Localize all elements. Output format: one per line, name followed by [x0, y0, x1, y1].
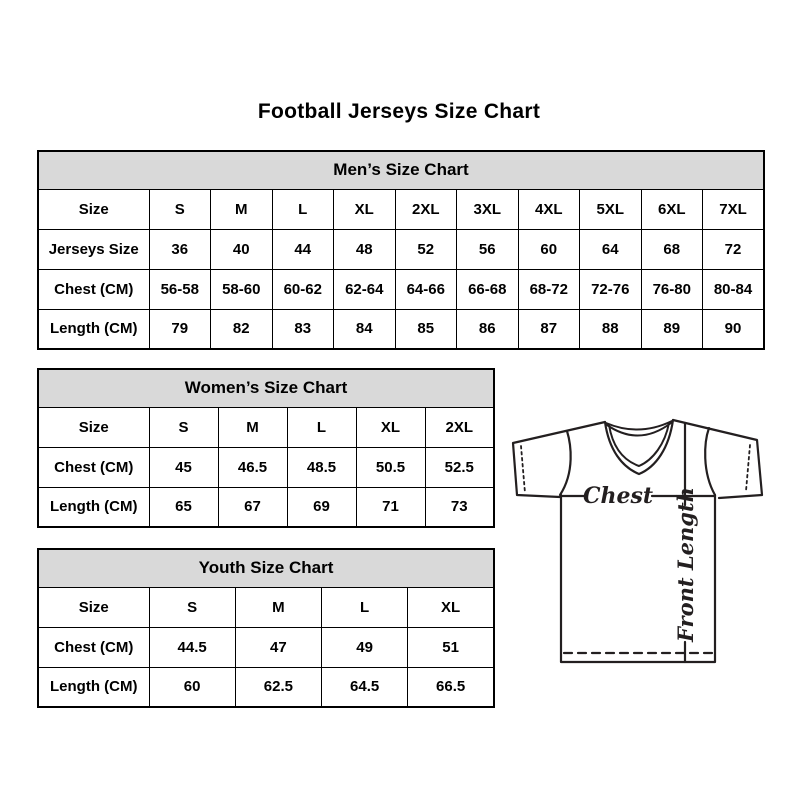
jersey-diagram-icon: [505, 410, 773, 670]
table-title: Men’s Size Chart: [38, 151, 764, 189]
table-row: [38, 189, 764, 229]
row-header-cell: Chest (CM): [38, 269, 149, 309]
column-header-cell: XL: [334, 189, 396, 229]
data-cell: 51: [408, 627, 494, 667]
column-header-cell: XL: [356, 407, 425, 447]
data-cell: 40: [211, 229, 273, 269]
column-header-cell: 5XL: [580, 189, 642, 229]
table-row: [38, 269, 764, 309]
table-row: [38, 487, 494, 527]
data-cell: 72-76: [580, 269, 642, 309]
column-header-cell: 6XL: [641, 189, 703, 229]
column-header-cell: Size: [38, 407, 149, 447]
data-cell: 45: [149, 447, 218, 487]
table-row: [38, 447, 494, 487]
data-cell: 46.5: [218, 447, 287, 487]
data-cell: 47: [235, 627, 321, 667]
jersey-left-cuff-dashes: [521, 446, 525, 493]
row-header-cell: Length (CM): [38, 667, 149, 707]
column-header-cell: L: [272, 189, 334, 229]
data-cell: 83: [272, 309, 334, 349]
column-header-cell: S: [149, 587, 235, 627]
data-cell: 48.5: [287, 447, 356, 487]
data-cell: 73: [425, 487, 494, 527]
data-cell: 68-72: [518, 269, 580, 309]
data-cell: 79: [149, 309, 211, 349]
data-cell: 44.5: [149, 627, 235, 667]
column-header-cell: 4XL: [518, 189, 580, 229]
column-header-cell: S: [149, 189, 211, 229]
column-header-cell: XL: [408, 587, 494, 627]
data-cell: 82: [211, 309, 273, 349]
data-cell: 85: [395, 309, 457, 349]
column-header-cell: 2XL: [395, 189, 457, 229]
column-header-cell: L: [322, 587, 408, 627]
data-cell: 71: [356, 487, 425, 527]
data-cell: 84: [334, 309, 396, 349]
jersey-diagram: [505, 410, 773, 670]
data-cell: 60: [518, 229, 580, 269]
data-cell: 44: [272, 229, 334, 269]
data-cell: 90: [703, 309, 765, 349]
data-cell: 49: [322, 627, 408, 667]
data-cell: 64.5: [322, 667, 408, 707]
row-header-cell: Chest (CM): [38, 447, 149, 487]
data-cell: 89: [641, 309, 703, 349]
table-row: [38, 627, 494, 667]
data-cell: 60: [149, 667, 235, 707]
data-cell: 88: [580, 309, 642, 349]
mens-size-table: [37, 150, 765, 350]
column-header-cell: 7XL: [703, 189, 765, 229]
row-header-cell: Chest (CM): [38, 627, 149, 667]
data-cell: 65: [149, 487, 218, 527]
data-cell: 80-84: [703, 269, 765, 309]
youth-size-table: [37, 548, 495, 708]
data-cell: 67: [218, 487, 287, 527]
womens-size-table: [37, 368, 495, 528]
column-header-cell: L: [287, 407, 356, 447]
data-cell: 50.5: [356, 447, 425, 487]
column-header-cell: M: [235, 587, 321, 627]
row-header-cell: Jerseys Size: [38, 229, 149, 269]
data-cell: 36: [149, 229, 211, 269]
data-cell: 56: [457, 229, 519, 269]
column-header-cell: Size: [38, 189, 149, 229]
data-cell: 76-80: [641, 269, 703, 309]
jersey-left-seam: [560, 431, 571, 495]
data-cell: 62-64: [334, 269, 396, 309]
data-cell: 86: [457, 309, 519, 349]
column-header-cell: Size: [38, 587, 149, 627]
column-header-cell: 3XL: [457, 189, 519, 229]
row-header-cell: Length (CM): [38, 487, 149, 527]
data-cell: 56-58: [149, 269, 211, 309]
row-header-cell: Length (CM): [38, 309, 149, 349]
table-row: [38, 667, 494, 707]
table-row: [38, 309, 764, 349]
column-header-cell: M: [211, 189, 273, 229]
page-title: Football Jerseys Size Chart: [257, 100, 541, 123]
data-cell: 68: [641, 229, 703, 269]
data-cell: 69: [287, 487, 356, 527]
table-title: Women’s Size Chart: [38, 369, 494, 407]
data-cell: 64-66: [395, 269, 457, 309]
table-title: Youth Size Chart: [38, 549, 494, 587]
jersey-right-cuff-dashes: [746, 445, 750, 491]
data-cell: 66-68: [457, 269, 519, 309]
data-cell: 64: [580, 229, 642, 269]
data-cell: 87: [518, 309, 580, 349]
data-cell: 72: [703, 229, 765, 269]
data-cell: 52.5: [425, 447, 494, 487]
column-header-cell: M: [218, 407, 287, 447]
data-cell: 60-62: [272, 269, 334, 309]
data-cell: 58-60: [211, 269, 273, 309]
data-cell: 52: [395, 229, 457, 269]
table-row: [38, 407, 494, 447]
jersey-right-seam: [705, 428, 715, 495]
data-cell: 48: [334, 229, 396, 269]
data-cell: 62.5: [235, 667, 321, 707]
table-row: [38, 229, 764, 269]
table-row: [38, 587, 494, 627]
chest-label: Chest: [582, 483, 654, 509]
column-header-cell: 2XL: [425, 407, 494, 447]
data-cell: 66.5: [408, 667, 494, 707]
column-header-cell: S: [149, 407, 218, 447]
front-length-label: Front Length: [673, 487, 698, 642]
